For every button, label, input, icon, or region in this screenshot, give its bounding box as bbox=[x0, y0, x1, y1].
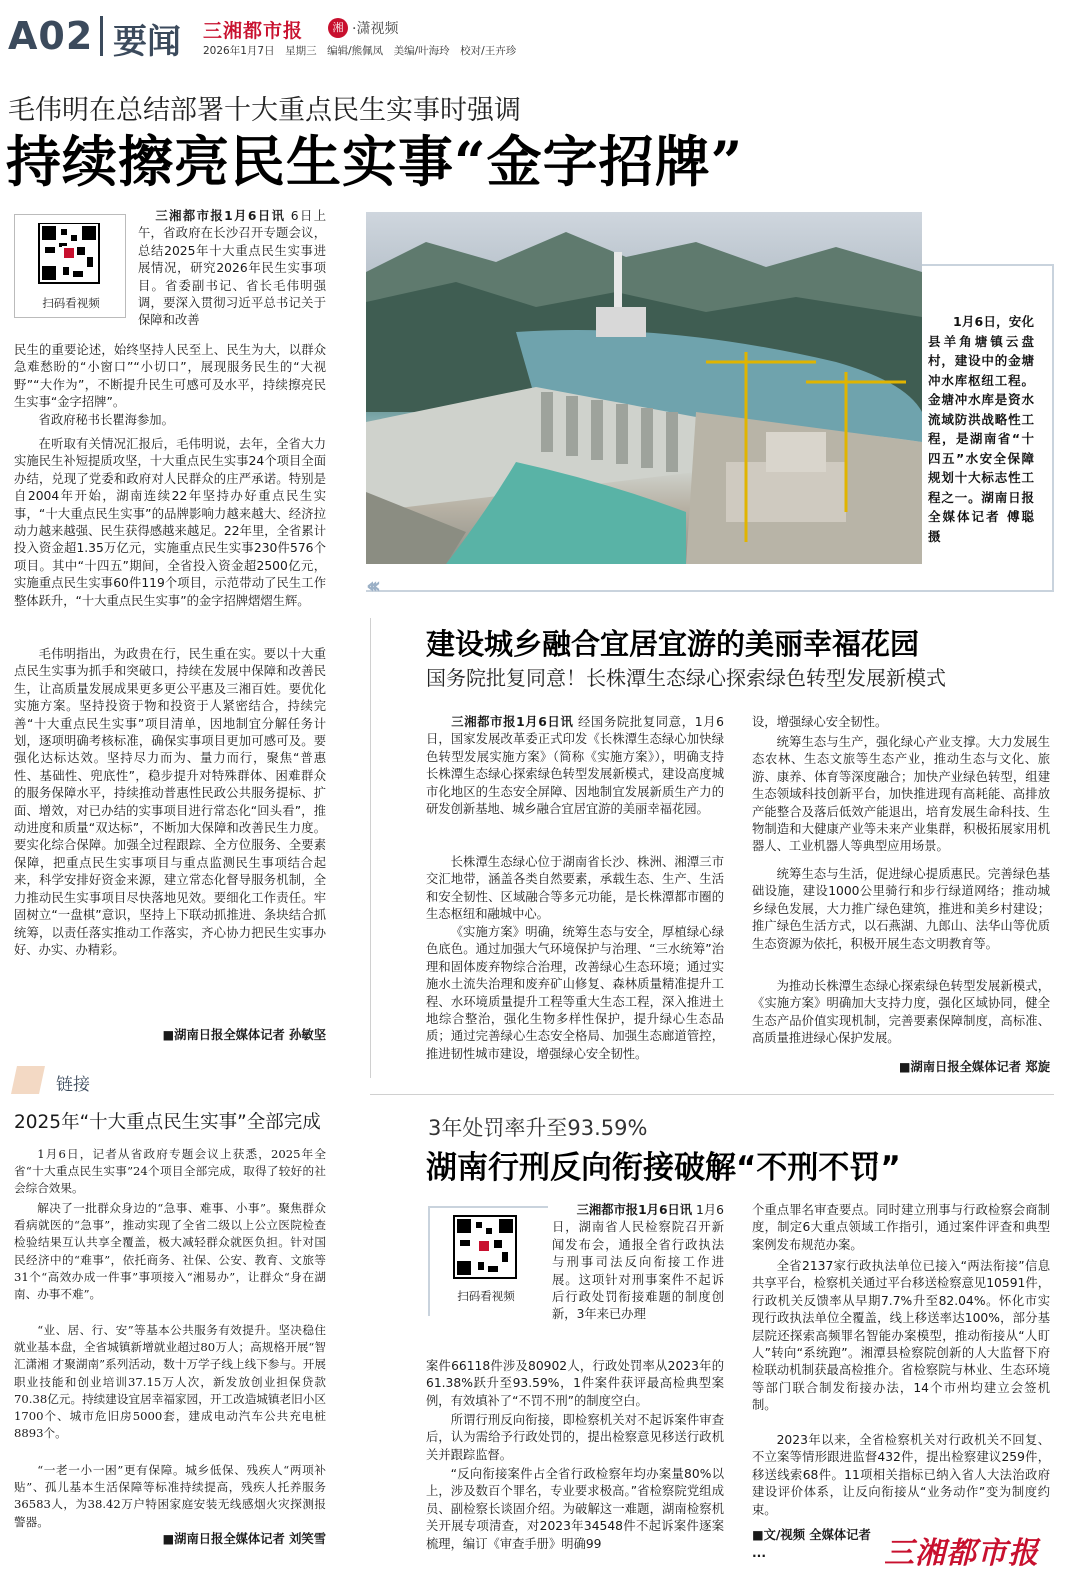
article2-subhead: 国务院批复同意！长株潭生态绿心探索绿色转型发展新模式 bbox=[426, 666, 946, 690]
qr-code-icon[interactable] bbox=[436, 1214, 536, 1280]
article3-paragraph: 全省2137家行政执法单位已接入“两法衔接”信息共享平台，检察机关通过平台移送检察意见10591件，行政机关反馈率从早期7.7%升至82.04%。怀化市实现行政执法单位全覆盖，线上移送率达100%，部分基层院还探索高频罪名智能办案模型，推动衔接从“人盯人”转向“系统跑”。湘潭县检察院创新的人大监督下府检联动机制获最高检推介。省检察院与林业、生态环境等部门联合制发衔接办法，14个市州均建立会签机制。 bbox=[752, 1259, 1050, 1413]
article1-paragraph: 省政府秘书长瞿海参加。 bbox=[38, 413, 174, 427]
link-paragraph: 解决了一批群众身边的“急事、难事、小事”。聚焦群众看病就医的“急事”，推动实现了全省二级以上公立医院检查检验结果互认共享全覆盖，极大减轻群众就医负担。针对国民经济中的“难事”，依托商务、社保、公安、教育、文旅等31个“高效办成一件事”事项接入“湘易办”，让群众“身在湖南、办事不难”。 bbox=[14, 1201, 326, 1302]
section-divider bbox=[370, 1094, 1054, 1095]
article2-byline: ■湖南日报全媒体记者 郑旋 bbox=[898, 1060, 1050, 1074]
dateline: 2026年1月7日 星期三 编辑/熊佩凤 美编/叶海玲 校对/王卉珍 bbox=[203, 45, 517, 57]
qr-code-icon[interactable] bbox=[29, 223, 109, 287]
qr-label: 扫码看视频 bbox=[42, 296, 100, 310]
section-name: 要闻 bbox=[113, 22, 181, 62]
article3-paragraph bbox=[552, 1202, 724, 1324]
caption-frame-bottom bbox=[366, 590, 1054, 592]
article2-paragraph: 统筹生态与生活，促进绿心提质惠民。完善绿色基础设施，建设1000公里骑行和步行绿道网络；推动城乡绿色发展，大力推广绿色建筑，推进和美乡村建设；推广绿色生活方式，以石燕湖、九郎山、法华山等优质生态资源为依托，积极开展生态文明教育等。 bbox=[752, 867, 1050, 951]
article1-p1-rest: 民生的重要论述，始终坚持人民至上、民生为大，以群众急难愁盼的“小窗口”“小切口”，展现服务民生的“大视野”“大作为”，不断提升民生可感可及水平，持续擦亮民生实事“金字招牌”。 bbox=[14, 343, 326, 410]
article3-kicker: 3年处罚率升至93.59% bbox=[428, 1116, 648, 1140]
brand-badge-icon: 湘 bbox=[328, 18, 348, 38]
article1-byline: ■湖南日报全媒体记者 孙敏坚 bbox=[162, 1028, 326, 1042]
link-label: 链接 bbox=[56, 1075, 90, 1095]
article1-kicker: 毛伟明在总结部署十大重点民生实事时强调 bbox=[8, 95, 521, 126]
article2-paragraph: 为推动长株潭生态绿心探索绿色转型发展新模式，《实施方案》明确加大支持力度，强化区域协同，健全生态产品价值实现机制，完善要素保障制度，高标准、高质量推进绿心保护发展。 bbox=[752, 979, 1050, 1046]
qr-block bbox=[14, 214, 126, 318]
footer-logo: 三湘都市报 bbox=[884, 1536, 1039, 1571]
chevrons-icon: ‹‹‹ bbox=[366, 574, 376, 599]
article1-p1-start: 6日上午，省政府在长沙召开专题会议，总结2025年十大重点民生实事进展情况，研究2026年民生实事项目。省委副书记、省长毛伟明强调，要深入贯彻习近平总书记关于保障和改善 bbox=[138, 209, 326, 328]
article2-headline: 建设城乡融合宜居宜游的美丽幸福花园 bbox=[426, 627, 920, 661]
article3-headline: 湖南行刑反向衔接破解“不刑不罚” bbox=[426, 1150, 901, 1186]
page-number: A02 bbox=[8, 14, 94, 58]
newspaper-brand: 三湘都市报 bbox=[203, 20, 304, 42]
masthead-divider bbox=[100, 16, 103, 56]
dam-photo bbox=[366, 212, 922, 564]
article1-paragraph: 毛伟明指出，为政贵在行，民生重在实。要以十大重点民生实事为抓手和突破口，持续在发展中保障和改善民生，让高质量发展成果更多更公平惠及三湘百姓。要优化实施方案。坚持投资于物和投资于人紧密结合，持续完善“十大重点民生实事”项目清单，因地制宜分解任务计划，逐项明确考核标准，确保实事项目更加可感可及。要强化达标达效。坚持尽力而为、量力而行，聚焦“普惠性、基础性、兜底性”，稳步提升对特殊群体、困难群众的服务保障水平，持续推动普惠性民政公共服务提标、扩面、增效，对已办结的实事项目进行常态化“回头看”，推动进度和质量“双达标”，不断加大保障和改善民生力度。要实化综合保障。加强全过程跟踪、全方位服务、全要素保障，把重点民生实事项目与重点监测民生事项结合起来，科学安排好资金来源，建立常态化督导服务机制，全力推动民生实事项目尽快落地见效。要细化工作责任。牢固树立“一盘棋”意识，坚持上下联动抓推进、条块结合抓统筹，以责任落实推动工作落实，齐心协力把民生实事办好、办实、办精彩。 bbox=[14, 647, 326, 957]
lead-source: 三湘都市报1月6日讯 bbox=[450, 715, 574, 729]
article3-p3-tail: 个重点罪名审查要点。同时建立刑事与行政检察会商制度，制定6大重点领域工作指引，通过案件评查和典型案例发布规范办案。 bbox=[752, 1203, 1050, 1252]
article3-paragraph: “反向衔接案件占全省行政检察年均办案量80%以上，涉及数百个罪名，专业要求极高。”省检察院党组成员、副检察长谈固介绍。为破解这一难题，湖南检察机关开展专项清查，对2023年34548件不起诉案件逐案梳理，编订《审查手册》明确99 bbox=[426, 1467, 724, 1551]
link-paragraph: “业、居、行、安”等基本公共服务有效提升。坚决稳住就业基本盘，全省城镇新增就业超过80万人；高规格开展“智汇潇湘 才聚湖南”系列活动，数十万学子线上线下参与。开展职业技能和创业培训37.15万人次，新发放创业担保贷款70.38亿元。持续建设宜居幸福家园，开工改造城镇老旧小区1700个、城市危旧房5000套，建成电动汽车公共充电桩8893个。 bbox=[14, 1323, 326, 1441]
article2-paragraph: 长株潭生态绿心位于湖南省长沙、株洲、湘潭三市交汇地带，涵盖各类自然要素，承载生态、生产、生活和安全韧性、区域融合等多元功能，是长株潭都市圈的生态枢纽和融城中心。 bbox=[426, 855, 724, 922]
lead-source: 三湘都市报1月6日讯 bbox=[576, 1203, 693, 1217]
article3-paragraph: 所谓行刑反向衔接，即检察机关对不起诉案件审查后，认为需给予行政处罚的，提出检察意见移送行政机关并跟踪监督。 bbox=[426, 1413, 724, 1462]
article1-paragraph bbox=[138, 208, 326, 330]
qr-block bbox=[436, 1214, 536, 1308]
qr-label: 扫码看视频 bbox=[457, 1289, 515, 1303]
article3-byline: ■文/视频 全媒体记者 ... bbox=[752, 1528, 871, 1560]
article2-p3-tail: 设，增强绿心安全韧性。 bbox=[752, 715, 888, 729]
link-byline: ■湖南日报全媒体记者 刘笑雪 bbox=[162, 1532, 326, 1546]
article3-p1-start: 1月6日，湖南省人民检察院召开新闻发布会，通报全省行政执法与刑事司法反向衔接工作进展。这项针对刑事案件不起诉后行政处罚衔接难题的制度创新，3年来已办理 bbox=[552, 1203, 724, 1322]
brand-video-label: ·潇视频 bbox=[352, 21, 399, 37]
article1-headline: 持续擦亮民生实事“金字招牌” bbox=[6, 129, 744, 194]
article1-paragraph: 在听取有关情况汇报后，毛伟明说，去年，全省大力实施民生补短提质攻坚，十大重点民生实事24个项目全面办结，兑现了党委和政府对人民群众的庄严承诺。特别是自2004年开始，湖南连续22年坚持办好重点民生实事，“十大重点民生实事”的品牌影响力越来越大、经济拉动力越来越强、民生获得感越来越足。22年里，全省累计投入资金超1.35万亿元，实施重点民生实事230件576个项目。其中“十四五”期间，全省投入资金超2500亿元，实施重点民生实事60件119个项目，示范带动了民生工作整体跃升，“十大重点民生实事”的金字招牌熠熠生辉。 bbox=[14, 437, 326, 608]
photo-caption: 1月6日，安化县羊角塘镇云盘村，建设中的金塘冲水库枢纽工程。金塘冲水库是资水流域防洪战略性工程，是湖南省“十四五”水安全保障规划十大标志性工程之一。湖南日报全媒体记者 傅聪 摄 bbox=[928, 314, 1034, 544]
article2-p1: 经国务院批复同意，1月6日，国家发展改革委正式印发《长株潭生态绿心加快绿色转型发展实施方案》（简称《实施方案》），明确支持长株潭生态绿心探索绿色转型发展新模式，建设高度城市化地区的生态安全屏障、因地制宜发展新质生产力的研发创新基地、城乡融合宜居宜游的美丽幸福花园。 bbox=[426, 715, 724, 817]
article2-column-left bbox=[426, 714, 724, 818]
link-title: 2025年“十大重点民生实事”全部完成 bbox=[14, 1112, 321, 1133]
column-divider bbox=[370, 618, 371, 1078]
dam-illustration bbox=[366, 212, 922, 564]
link-paragraph: “一老一小一困”更有保障。城乡低保、残疾人“两项补贴”、孤儿基本生活保障等标准持续提高，残疾人托养服务36583人，为38.42万户特困家庭安装无线感烟火灾探测报警器。 bbox=[14, 1463, 326, 1529]
article2-paragraph: 《实施方案》明确，统筹生态与安全，厚植绿心绿色底色。通过加强大气环境保护与治理、“三水统筹”治理和固体废弃物综合治理，改善绿心生态环境；通过实施水土流失治理和废弃矿山修复、森林质量精准提升工程、水环境质量提升工程等重大生态工程，深入推进土地综合整治，强化生物多样性保护，提升绿心生态品质；通过完善绿心生态安全格局、加强生态廊道管控，推进韧性城市建设，增强绿心安全韧性。 bbox=[426, 925, 724, 1061]
article3-p1-rest: 案件66118件涉及80902人，行政处罚率从2023年的61.38%跃升至93.59%，1件案件获评最高检典型案例，有效填补了“不罚不刑”的制度空白。 bbox=[426, 1359, 724, 1408]
link-paragraph: 1月6日，记者从省政府专题会议上获悉，2025年全省“十大重点民生实事”24个项目全部完成，取得了较好的社会综合效果。 bbox=[14, 1147, 326, 1196]
link-tag-icon bbox=[11, 1066, 45, 1094]
lead-source: 三湘都市报1月6日讯 bbox=[153, 209, 286, 223]
article2-paragraph: 统筹生态与生产，强化绿心产业支撑。大力发展生态农林、生态文旅等生态产业，推动生态与文化、旅游、康养、体育等深度融合；加快产业绿色转型，组建生态领域科技创新平台，加快推进现有高耗能、高排放产能整合及落后低效产能退出，培育发展生命科技、生物制造和大健康产业等未来产业集群，积极拓展家用机器人、工业机器人等典型应用场景。 bbox=[752, 735, 1050, 854]
article3-paragraph: 2023年以来，全省检察机关对行政机关不回复、不立案等情形跟进监督432件，提出检察建议259件，移送线索68件。11项相关指标已纳入省人大法治政府建设评价体系，让反向衔接从“业务动作”变为制度约束。 bbox=[752, 1433, 1050, 1517]
